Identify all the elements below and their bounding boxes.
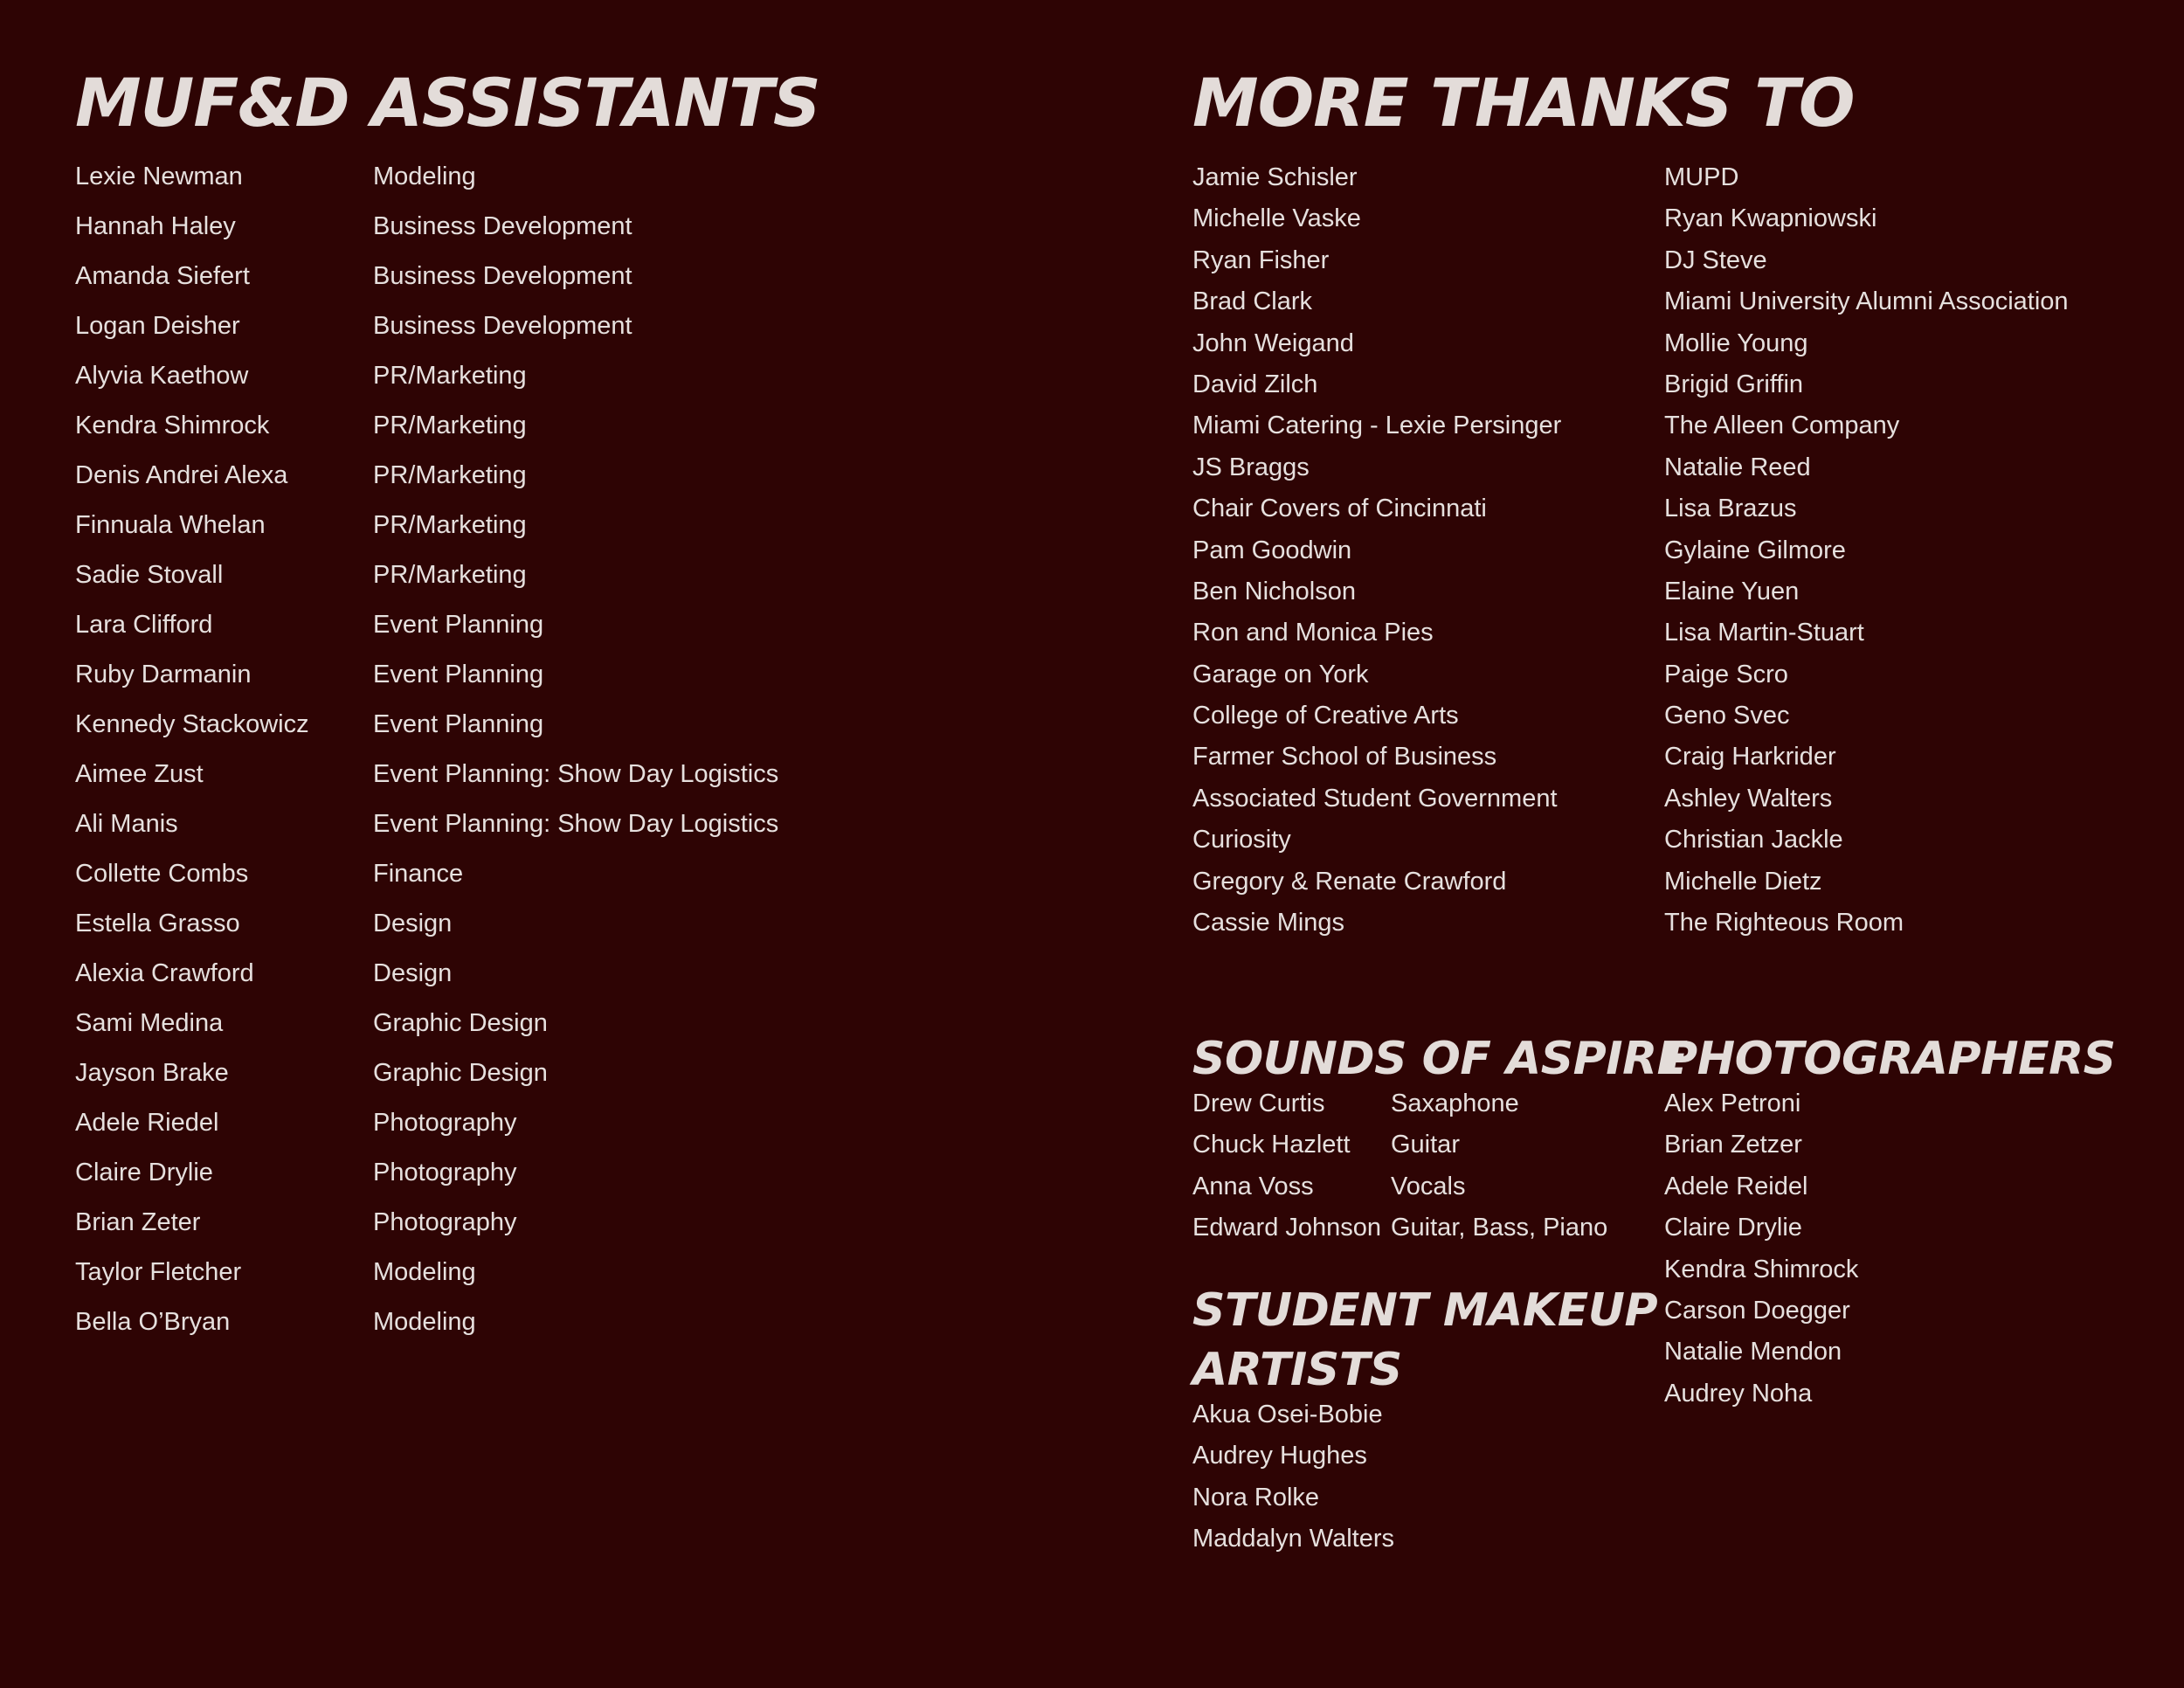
- assistant-role: Event Planning: [373, 661, 544, 688]
- assistant-role: Business Development: [373, 212, 632, 240]
- thanks-name: Christian Jackle: [1664, 826, 1843, 854]
- assistant-name: Jayson Brake: [75, 1059, 229, 1087]
- assistant-role: Event Planning: [373, 611, 544, 639]
- assistants-name-list: [75, 152, 309, 1347]
- thanks-name: Michelle Vaske: [1192, 204, 1361, 233]
- assistant-name: Alexia Crawford: [75, 959, 254, 987]
- thanks-name: Paige Scro: [1664, 660, 1788, 688]
- thanks-name: Craig Harkrider: [1664, 743, 1836, 771]
- thanks-name: Ryan Kwapniowski: [1664, 204, 1877, 233]
- assistant-name: Lara Clifford: [75, 611, 213, 639]
- assistant-role: PR/Marketing: [373, 561, 527, 589]
- thanks-name: Miami Catering - Lexie Persinger: [1192, 412, 1562, 440]
- thanks-name: Brigid Griffin: [1664, 370, 1804, 398]
- assistant-role: Modeling: [373, 163, 476, 190]
- assistant-role: PR/Marketing: [373, 511, 527, 539]
- thanks-name: John Weigand: [1192, 329, 1354, 357]
- assistant-name: Estella Grasso: [75, 910, 240, 937]
- assistant-role: Modeling: [373, 1308, 476, 1336]
- sounds-title: SOUNDS OF ASPIRE: [1192, 1033, 1688, 1085]
- assistant-role: Design: [373, 959, 453, 987]
- thanks-name: Elaine Yuen: [1664, 577, 1800, 605]
- sounds-name-list: [1192, 1083, 1381, 1249]
- more-thanks-title: MORE THANKS TO: [1192, 64, 1855, 142]
- makeup-artist-name: Audrey Hughes: [1192, 1442, 1367, 1470]
- assistant-role: Business Development: [373, 312, 632, 340]
- photographer-name: Adele Reidel: [1664, 1172, 1808, 1200]
- assistants-title: MUF&D ASSISTANTS: [75, 64, 820, 142]
- assistant-name: Denis Andrei Alexa: [75, 461, 288, 489]
- assistant-role: Business Development: [373, 262, 632, 290]
- assistant-name: Lexie Newman: [75, 163, 243, 190]
- thanks-name: Geno Svec: [1664, 702, 1790, 730]
- musician-name: Drew Curtis: [1192, 1090, 1325, 1117]
- thanks-name: Farmer School of Business: [1192, 743, 1497, 771]
- assistant-name: Kennedy Stackowicz: [75, 710, 309, 738]
- photographer-name: Natalie Mendon: [1664, 1338, 1842, 1366]
- thanks-name: Chair Covers of Cincinnati: [1192, 495, 1487, 523]
- assistant-name: Brian Zeter: [75, 1208, 201, 1236]
- assistant-name: Alyvia Kaethow: [75, 362, 249, 390]
- thanks-name: Natalie Reed: [1664, 453, 1811, 481]
- photographer-name: Kendra Shimrock: [1664, 1255, 1859, 1283]
- makeup-artist-name: Nora Rolke: [1192, 1483, 1320, 1512]
- thanks-name: Curiosity: [1192, 826, 1291, 854]
- assistant-role: PR/Marketing: [373, 362, 527, 390]
- assistant-name: Hannah Haley: [75, 212, 236, 240]
- thanks-name: Garage on York: [1192, 660, 1369, 688]
- assistant-name: Ruby Darmanin: [75, 661, 252, 688]
- assistant-role: Event Planning: Show Day Logistics: [373, 810, 779, 838]
- thanks-name: Ryan Fisher: [1192, 246, 1330, 274]
- thanks-name: Pam Goodwin: [1192, 536, 1352, 564]
- thanks-name: Gregory & Renate Crawford: [1192, 867, 1507, 896]
- musician-name: Anna Voss: [1192, 1172, 1314, 1200]
- assistant-role: Photography: [373, 1159, 517, 1186]
- thanks-name: Lisa Brazus: [1664, 495, 1797, 523]
- assistant-name: Finnuala Whelan: [75, 511, 266, 539]
- thanks-name: JS Braggs: [1192, 453, 1310, 481]
- assistant-role: Graphic Design: [373, 1009, 548, 1037]
- assistant-role: Graphic Design: [373, 1059, 548, 1087]
- photographer-name: Claire Drylie: [1664, 1214, 1802, 1242]
- assistant-name: Amanda Siefert: [75, 262, 250, 290]
- thanks-name: Mollie Young: [1664, 329, 1808, 357]
- assistant-name: Bella O’Bryan: [75, 1308, 231, 1336]
- assistant-name: Claire Drylie: [75, 1159, 213, 1186]
- thanks-name: DJ Steve: [1664, 246, 1767, 274]
- assistant-name: Sami Medina: [75, 1009, 224, 1037]
- photographers-name-list: [1664, 1083, 1858, 1415]
- assistant-role: Photography: [373, 1208, 517, 1236]
- thanks-name: Associated Student Government: [1192, 784, 1558, 813]
- assistant-name: Sadie Stovall: [75, 561, 224, 589]
- assistant-name: Adele Riedel: [75, 1109, 219, 1137]
- assistant-role: Finance: [373, 860, 464, 888]
- assistant-name: Kendra Shimrock: [75, 412, 270, 439]
- assistant-role: PR/Marketing: [373, 461, 527, 489]
- assistant-name: Logan Deisher: [75, 312, 240, 340]
- assistants-role-list: [373, 152, 778, 1347]
- thanks-name: Lisa Martin-Stuart: [1664, 619, 1864, 647]
- thanks-name: The Alleen Company: [1664, 412, 1900, 440]
- more-thanks-column-1: [1192, 157, 1561, 944]
- thanks-name: Michelle Dietz: [1664, 867, 1822, 896]
- assistant-name: Taylor Fletcher: [75, 1258, 242, 1286]
- thanks-name: College of Creative Arts: [1192, 702, 1459, 730]
- assistant-role: Modeling: [373, 1258, 476, 1286]
- photographer-name: Carson Doegger: [1664, 1296, 1850, 1325]
- musician-instrument: Saxaphone: [1391, 1090, 1519, 1117]
- thanks-name: Ron and Monica Pies: [1192, 619, 1434, 647]
- musician-name: Chuck Hazlett: [1192, 1131, 1351, 1159]
- thanks-name: Ben Nicholson: [1192, 577, 1356, 605]
- makeup-artist-name: Maddalyn Walters: [1192, 1525, 1395, 1553]
- assistant-name: Aimee Zust: [75, 760, 204, 788]
- thanks-name: MUPD: [1664, 163, 1739, 191]
- sounds-role-list: [1391, 1083, 1607, 1249]
- assistant-role: Event Planning: [373, 710, 544, 738]
- photographer-name: Audrey Noha: [1664, 1379, 1813, 1408]
- thanks-name: The Righteous Room: [1664, 909, 1904, 937]
- assistant-role: Photography: [373, 1109, 517, 1137]
- makeup-name-list: [1192, 1394, 1394, 1560]
- more-thanks-column-2: [1664, 157, 2069, 944]
- assistant-name: Ali Manis: [75, 810, 178, 838]
- makeup-artist-name: Akua Osei-Bobie: [1192, 1401, 1383, 1429]
- thanks-name: Jamie Schisler: [1192, 163, 1358, 191]
- photographers-title: PHOTOGRAPHERS: [1664, 1033, 2116, 1085]
- assistant-role: PR/Marketing: [373, 412, 527, 439]
- thanks-name: David Zilch: [1192, 370, 1318, 398]
- photographer-name: Brian Zetzer: [1664, 1131, 1802, 1159]
- thanks-name: Cassie Mings: [1192, 909, 1345, 937]
- musician-instrument: Guitar, Bass, Piano: [1391, 1214, 1608, 1242]
- thanks-name: Brad Clark: [1192, 287, 1312, 316]
- makeup-title: STUDENT MAKEUP ARTISTS: [1192, 1284, 1658, 1396]
- musician-instrument: Guitar: [1391, 1131, 1460, 1159]
- thanks-name: Gylaine Gilmore: [1664, 536, 1846, 564]
- photographer-name: Alex Petroni: [1664, 1090, 1801, 1117]
- musician-name: Edward Johnson: [1192, 1214, 1382, 1242]
- thanks-name: Ashley Walters: [1664, 784, 1833, 813]
- assistant-role: Event Planning: Show Day Logistics: [373, 760, 779, 788]
- assistant-name: Collette Combs: [75, 860, 249, 888]
- musician-instrument: Vocals: [1391, 1172, 1466, 1200]
- thanks-name: Miami University Alumni Association: [1664, 287, 2069, 316]
- assistant-role: Design: [373, 910, 453, 937]
